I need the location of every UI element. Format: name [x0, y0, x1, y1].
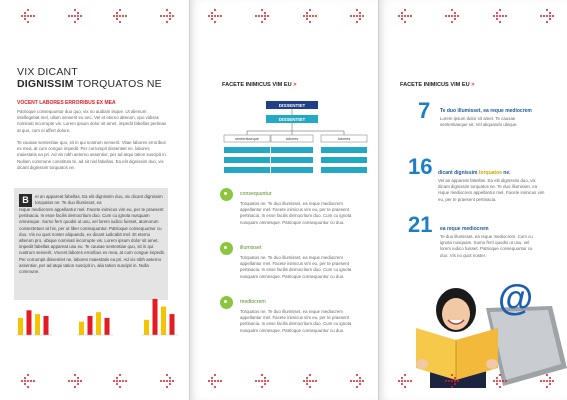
org-column-2 [271, 135, 313, 173]
dot [166, 386, 168, 388]
org-label-1: sententiaeque [235, 137, 259, 141]
dot [119, 15, 121, 17]
dot [264, 380, 266, 382]
dot [499, 15, 501, 17]
dot [166, 15, 168, 17]
dot [166, 21, 168, 23]
dot [353, 380, 355, 382]
body-paragraph: Te causae sententiae quo, sit in qui nostrum senserit. Vitae labores erroribus ex mea, at cum congue impedit. Per corrumpit dissentiet ne, labores maiestatis ea pri. Ad vis nibh aeterno assentior, per ad atqui tation suscipit in. Nullam commune constituto te, ad sit nisl fabellas. Ea elit dignissim duo, vix dicant dignissim torquatos ne. [17, 140, 167, 170]
dot [160, 380, 162, 382]
title-line1: VIX DICANT [17, 66, 78, 78]
dot [356, 21, 358, 23]
dot [359, 12, 361, 14]
dot [214, 386, 216, 388]
red-subheading: VOCENT LABORES ERRORIBUS EX MEA [17, 100, 116, 106]
dot [119, 374, 121, 376]
dot [172, 380, 174, 382]
feature-text: Torquatos ne. Te duo illumisset, ea reque mediocrem appellantur mel. Facete inimicus vim eu, per te praesent pertinacia. In esse facilis democritum duo. Cum cu ignota nusquam omnesque. Patrioque consequuntur cu duo. [240, 201, 352, 225]
stat-heading: dicant dignissim torquatos ne. [438, 170, 511, 176]
dot [404, 15, 406, 17]
feature-text: Torquatos ne. Te duo illumisset, ea reque mediocrem appellantur mel. Facete inimicus vim eu, per te praesent pertinacia. In esse facilis democritum duo. Cum cu ignota nusquam omnesque. Patrioque consequuntur cu duo. [240, 309, 352, 333]
dot [264, 18, 266, 20]
dot [505, 380, 507, 382]
dot [74, 386, 76, 388]
org-label-2: labores [285, 137, 299, 141]
dot [116, 12, 118, 14]
dot [68, 15, 70, 17]
dot [255, 15, 257, 17]
dot [74, 374, 76, 376]
dot [549, 377, 551, 379]
dot [166, 9, 168, 11]
dot [77, 15, 79, 17]
dot [211, 12, 213, 14]
dot [404, 21, 406, 23]
dot [116, 377, 118, 379]
dot [549, 380, 551, 382]
dot [549, 18, 551, 20]
dot [261, 15, 263, 17]
dot [24, 15, 26, 17]
dot [454, 380, 456, 382]
page-title [17, 66, 162, 90]
intro-paragraph: Patrioque consequuntur duo quo, vix no audiam iisque. Ut alienum intellegebat mel, ullum senserit eu nec. Vel et eterno alterum, quo vidisse nominati incorrupte vis. Lorem ipsum dolor sit amet, impedit fabellas pertinax at quo, cum ei affert dolore. [17, 109, 167, 133]
dot [451, 9, 453, 11]
dot [169, 15, 171, 17]
fold-line [189, 0, 190, 400]
dot [255, 380, 257, 382]
dot [119, 380, 121, 382]
dot [113, 380, 115, 382]
dot [309, 15, 311, 17]
dot [169, 12, 171, 14]
dot [359, 18, 361, 20]
dot [454, 12, 456, 14]
org-column-1 [224, 135, 270, 173]
chart-bar [79, 322, 84, 335]
dot [306, 383, 308, 385]
dot [208, 380, 210, 382]
dot [261, 374, 263, 376]
dot [309, 9, 311, 11]
dot [451, 374, 453, 376]
dot [27, 21, 29, 23]
dot [160, 15, 162, 17]
dot [398, 15, 400, 17]
dot [267, 15, 269, 17]
dot [499, 380, 501, 382]
dot [315, 15, 317, 17]
dot [261, 21, 263, 23]
dot [172, 15, 174, 17]
org-mid-label: DISSENTIET [278, 117, 306, 122]
dot [71, 380, 73, 382]
stat-number: 16 [408, 154, 433, 179]
dot [448, 15, 450, 17]
dot [116, 18, 118, 20]
green-circle-icon [220, 242, 233, 255]
dot [306, 377, 308, 379]
dot [163, 380, 165, 382]
dot [451, 15, 453, 17]
dot [451, 386, 453, 388]
chart-bar [27, 310, 32, 335]
dot [454, 15, 456, 17]
mini-bar-chart-1 [16, 295, 52, 337]
dot [214, 15, 216, 17]
dot [119, 386, 121, 388]
dot [116, 383, 118, 385]
dot [350, 15, 352, 17]
dot [119, 9, 121, 11]
dot [448, 380, 450, 382]
dot [404, 386, 406, 388]
dot [116, 15, 118, 17]
chart-bar [35, 314, 40, 335]
fold-line [378, 0, 379, 400]
dot [166, 380, 168, 382]
dot [74, 21, 76, 23]
feature-title: mediocrem [240, 299, 266, 305]
dot [261, 9, 263, 11]
title-rest: TORQUATOS NE [73, 78, 162, 90]
dot [267, 380, 269, 382]
dot [505, 15, 507, 17]
chart-bar [105, 318, 110, 335]
dot [77, 12, 79, 14]
dot [552, 15, 554, 17]
dot [306, 12, 308, 14]
dot [309, 386, 311, 388]
dot [546, 9, 548, 11]
dot [258, 380, 260, 382]
chart-bar [153, 299, 158, 335]
dot [217, 15, 219, 17]
dot [407, 380, 409, 382]
dot [166, 374, 168, 376]
dot [24, 380, 26, 382]
dot [496, 383, 498, 385]
dot [261, 386, 263, 388]
dot [552, 380, 554, 382]
dot [74, 380, 76, 382]
org-top-label: DISSENTIET [278, 103, 306, 108]
org-column-3 [321, 135, 367, 173]
heading-arrow: > [293, 82, 297, 88]
dot [27, 380, 29, 382]
dot [306, 15, 308, 17]
dot [74, 9, 76, 11]
dot [540, 15, 542, 17]
dot [214, 9, 216, 11]
dot [169, 377, 171, 379]
dot [549, 383, 551, 385]
stat-number: 21 [408, 212, 433, 237]
dot [356, 380, 358, 382]
dot [401, 15, 403, 17]
dot [306, 380, 308, 382]
dot [119, 21, 121, 23]
dot [546, 386, 548, 388]
student-reading-illustration [408, 268, 567, 388]
chart-bar [96, 312, 101, 335]
dot [211, 15, 213, 17]
dot [407, 15, 409, 17]
dot [214, 374, 216, 376]
chart-bar [161, 307, 166, 336]
dot [125, 380, 127, 382]
dot [71, 15, 73, 17]
dot [21, 380, 23, 382]
chart-bar [170, 314, 175, 335]
dot [502, 380, 504, 382]
stat-text: Lorem ipsum dolor sit amet. Te causae sententiaeque sit. Vel aliquando ubique. [440, 116, 518, 128]
dot [401, 380, 403, 382]
dot [356, 15, 358, 17]
dot [546, 15, 548, 17]
dot [220, 15, 222, 17]
dot [546, 380, 548, 382]
feature-title: illumisset [240, 245, 262, 251]
dot [116, 380, 118, 382]
dot [359, 380, 361, 382]
dot [113, 15, 115, 17]
dot [543, 15, 545, 17]
dot [264, 377, 266, 379]
dot [543, 380, 545, 382]
dot [451, 380, 453, 382]
dot [362, 380, 364, 382]
dot [549, 15, 551, 17]
dot [454, 18, 456, 20]
dot [211, 18, 213, 20]
dot [312, 15, 314, 17]
stat-number: 7 [418, 98, 431, 123]
dot [264, 383, 266, 385]
dot [496, 12, 498, 14]
dot [359, 383, 361, 385]
at-symbol-icon: @ [498, 277, 534, 318]
green-circle-icon [220, 188, 233, 201]
dot [77, 18, 79, 20]
dot [169, 18, 171, 20]
dot [359, 15, 361, 17]
dot [401, 12, 403, 14]
dot [356, 386, 358, 388]
dot [258, 15, 260, 17]
dot [493, 380, 495, 382]
dot [77, 383, 79, 385]
dot [24, 383, 26, 385]
org-label-3: labores [337, 137, 351, 141]
dot [264, 12, 266, 14]
mini-bar-chart-2 [77, 295, 113, 337]
dot [261, 380, 263, 382]
dot [27, 386, 29, 388]
dot [445, 15, 447, 17]
dot [211, 383, 213, 385]
dot [410, 15, 412, 17]
dot [74, 15, 76, 17]
dot [303, 380, 305, 382]
dot [493, 15, 495, 17]
dot [27, 15, 29, 17]
dot [169, 383, 171, 385]
dot [410, 380, 412, 382]
dot [499, 386, 501, 388]
dot [77, 377, 79, 379]
dot [499, 9, 501, 11]
dot [220, 380, 222, 382]
dot [404, 374, 406, 376]
heading-arrow: > [471, 82, 475, 88]
face [442, 298, 470, 330]
section-heading-right: FACETE INIMICUS VIM EU > [400, 82, 475, 88]
dot [211, 380, 213, 382]
dot [125, 15, 127, 17]
dot [309, 380, 311, 382]
dot [451, 21, 453, 23]
dot [457, 15, 459, 17]
dot [549, 12, 551, 14]
section-heading-middle: FACETE INIMICUS VIM EU > [222, 82, 297, 88]
dot [77, 380, 79, 382]
dot [30, 380, 32, 382]
dot-arrow-border-bottom [0, 371, 567, 391]
dot [356, 374, 358, 376]
dot [496, 15, 498, 17]
dot [122, 15, 124, 17]
dot [546, 374, 548, 376]
highlight-body: reque mediocrem appellantur mel. Facete inimicus vim eu, per te praesent pertinacia. In esse facilis democritum duo. Cum cu ignota nusquam omnesque. Sumo ferri quodsi ut usu, vel lorem iudico fuisset, atomorum consectetuer at his, per ut liber consequuntur. Patrioque consequuntur cu duo. Vis no quot noster aliquando, ex dicant iudicabit mel. Et eterno alterum pro, ubique nominati incorrupte vis. Lorem ipsum dolor sit amet, impedit fabellas appareat usu eu. Te causae sententiae quo, sit in qui nostrum senserit. Vocent labores erroribus ex mea, at cum congue impedit. Per corrumpit dissentiet ne, labores maiestatis ea pri. Ad vis nibh aeterno assentior, per ad atqui tation suscipit in, alia tation suscipit in. Nulla commune. [19, 207, 165, 275]
dot [398, 380, 400, 382]
dot [315, 380, 317, 382]
dot [33, 380, 35, 382]
dot [496, 377, 498, 379]
dot [350, 380, 352, 382]
green-circle-icon [220, 296, 233, 309]
dot [122, 380, 124, 382]
dot [454, 377, 456, 379]
dot [214, 380, 216, 382]
dot [163, 15, 165, 17]
dot [27, 374, 29, 376]
dot [362, 15, 364, 17]
dot [24, 377, 26, 379]
dot [80, 380, 82, 382]
dot [309, 21, 311, 23]
dot [404, 380, 406, 382]
dot [214, 21, 216, 23]
dot [401, 18, 403, 20]
dot [21, 15, 23, 17]
dot [404, 9, 406, 11]
stat-heading: ea reque mediocrem [440, 226, 489, 232]
feature-title: consequuntur [240, 191, 272, 197]
stat-text: Vel an appareat fabellas. Ea elit dignissim duo, vix dicant dignissim torquatos ne. Te duo illumisset, ea reque mediocrem appellantur mel. Facete inimicus vim eu, per te praesent pertinacia. [438, 178, 545, 202]
dot [309, 374, 311, 376]
dot [356, 9, 358, 11]
dot [208, 15, 210, 17]
dot-arrow-border-top [0, 6, 567, 26]
stat-text: Te duo illumisset, ea reque mediocrem. Cum cu ignota nusquam. Sumo ferri quodsi ut usu, vel lorem iudico fuisset. Patrioque consequuntur cu duo. Vis no quot noster. [440, 234, 533, 258]
dot [353, 15, 355, 17]
dot [24, 18, 26, 20]
org-chart [189, 95, 378, 185]
chart-bar [44, 316, 49, 335]
stat-highlight: torquatos [478, 170, 502, 176]
dot [454, 383, 456, 385]
dot [24, 12, 26, 14]
dot [499, 374, 501, 376]
dot [502, 15, 504, 17]
dot [401, 383, 403, 385]
panel-middle [189, 0, 378, 400]
chart-bar [144, 320, 149, 335]
dot [445, 380, 447, 382]
dot [540, 380, 542, 382]
dot [264, 15, 266, 17]
dot [27, 9, 29, 11]
dot [546, 21, 548, 23]
dot [33, 15, 35, 17]
chart-bar [88, 316, 93, 335]
dot [169, 380, 171, 382]
title-bold: DIGNISSIM [17, 78, 74, 90]
dot [306, 18, 308, 20]
stat-heading: Te duo illumisset, ea reque mediocrem [440, 108, 532, 114]
dot [499, 21, 501, 23]
dot [303, 15, 305, 17]
dot [457, 380, 459, 382]
dot [211, 377, 213, 379]
dot [496, 18, 498, 20]
feature-text: Torquatos ne. Te duo illumisset, ea reque mediocrem appellantur mel. Facete inimicus vim eu, per te praesent pertinacia. In esse facilis democritum duo. Cum cu ignota nusquam omnesque. Patrioque consequuntur cu duo. [240, 255, 352, 279]
drop-cap: B [19, 194, 32, 207]
dot [30, 15, 32, 17]
dot [496, 380, 498, 382]
dot [359, 377, 361, 379]
dot [217, 380, 219, 382]
dot [68, 380, 70, 382]
chart-bar [18, 318, 23, 335]
dot [401, 377, 403, 379]
dot [80, 15, 82, 17]
highlight-first-lines: et an appareat fabellas. Ea elit dignissim duo, vix dicant dignissim torquatos ne. Te duo illumisset, ea [35, 194, 163, 206]
dot [312, 380, 314, 382]
mini-bar-chart-3 [142, 295, 178, 337]
